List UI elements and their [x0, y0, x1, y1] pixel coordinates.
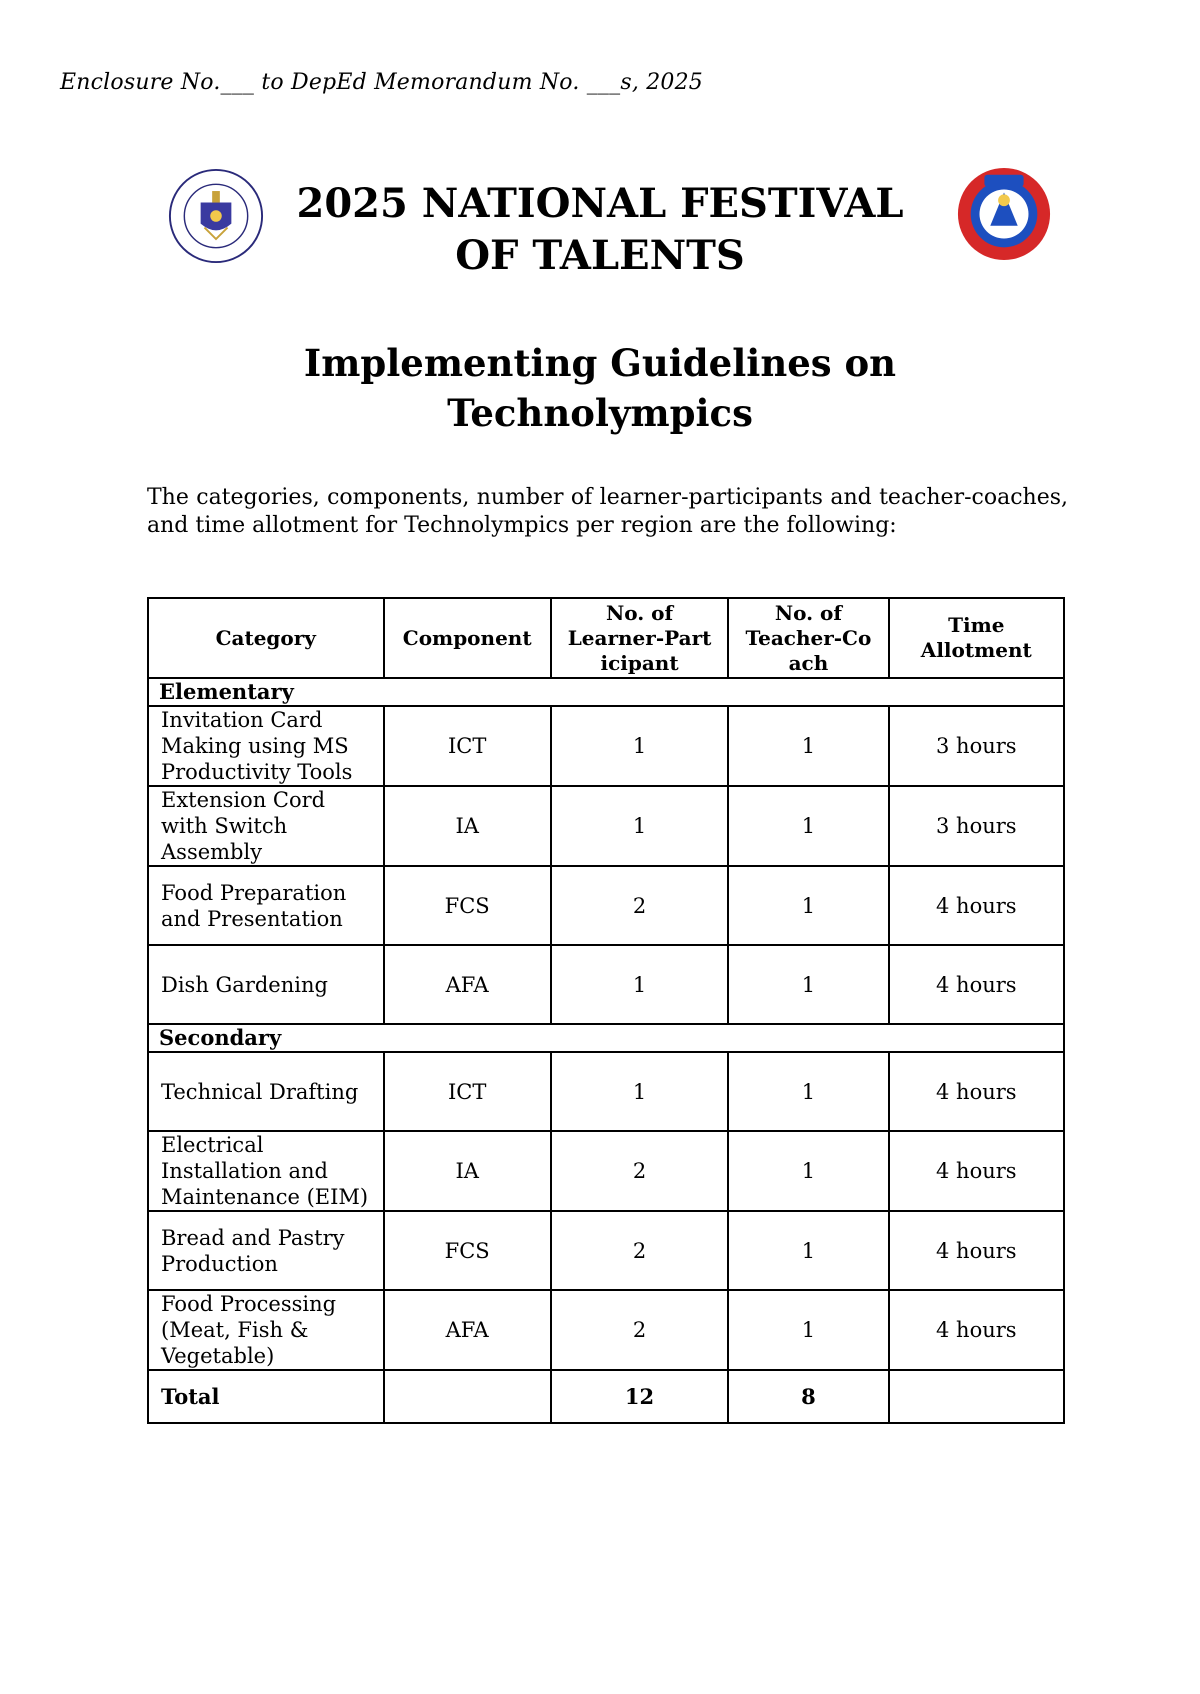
- intro-paragraph: The categories, components, number of learner-participants and teacher-coaches, and time allotment for Technolympics per region are the following:: [147, 485, 1068, 538]
- total-time: [889, 1370, 1064, 1423]
- coaches-cell: 1: [728, 1211, 888, 1290]
- coaches-cell: 1: [728, 786, 888, 866]
- component-cell: ICT: [384, 706, 551, 786]
- coaches-cell: 1: [728, 1290, 888, 1370]
- learners-cell: 1: [551, 1052, 728, 1131]
- header-coaches: No. of Teacher-Co ach: [728, 598, 888, 678]
- learners-cell: 2: [551, 866, 728, 945]
- section-row-elementary: [148, 678, 1064, 706]
- subtitle-line-2: Technolympics: [447, 391, 753, 435]
- coaches-cell: 1: [728, 866, 888, 945]
- table-header-row: [148, 598, 1064, 678]
- header-category: Category: [148, 598, 384, 678]
- category-cell: Dish Gardening: [148, 945, 384, 1024]
- category-cell: Bread and Pastry Production: [148, 1211, 384, 1290]
- title-line-2: OF TALENTS: [455, 232, 745, 279]
- enclosure-note: Enclosure No.___ to DepEd Memorandum No. ___s, 2025: [60, 70, 703, 95]
- time-cell: 4 hours: [889, 945, 1064, 1024]
- subtitle-line-1: Implementing Guidelines on: [303, 341, 897, 385]
- time-cell: 4 hours: [889, 866, 1064, 945]
- section-row-secondary: [148, 1024, 1064, 1052]
- component-cell: IA: [384, 786, 551, 866]
- time-cell: 4 hours: [889, 1290, 1064, 1370]
- coaches-cell: 1: [728, 706, 888, 786]
- coaches-cell: 1: [728, 945, 888, 1024]
- coaches-cell: 1: [728, 1131, 888, 1211]
- component-cell: AFA: [384, 945, 551, 1024]
- category-cell: Food Processing (Meat, Fish & Vegetable): [148, 1290, 384, 1370]
- time-cell: 4 hours: [889, 1211, 1064, 1290]
- table-row: [148, 706, 1064, 786]
- learners-cell: 2: [551, 1211, 728, 1290]
- learners-cell: 2: [551, 1290, 728, 1370]
- component-cell: ICT: [384, 1052, 551, 1131]
- time-cell: 3 hours: [889, 706, 1064, 786]
- learners-cell: 1: [551, 945, 728, 1024]
- section-label: Secondary: [148, 1024, 1064, 1052]
- time-cell: 4 hours: [889, 1131, 1064, 1211]
- component-cell: FCS: [384, 866, 551, 945]
- learners-cell: 1: [551, 786, 728, 866]
- total-learners: 12: [551, 1370, 728, 1423]
- time-cell: 4 hours: [889, 1052, 1064, 1131]
- table-row: [148, 1052, 1064, 1131]
- total-label: Total: [148, 1370, 384, 1423]
- table-row: [148, 1290, 1064, 1370]
- category-cell: Invitation Card Making using MS Productivity Tools: [148, 706, 384, 786]
- section-label: Elementary: [148, 678, 1064, 706]
- component-cell: IA: [384, 1131, 551, 1211]
- component-cell: FCS: [384, 1211, 551, 1290]
- total-component: [384, 1370, 551, 1423]
- category-cell: Technical Drafting: [148, 1052, 384, 1131]
- title-line-1: 2025 NATIONAL FESTIVAL: [296, 180, 904, 227]
- category-cell: Food Preparation and Presentation: [148, 866, 384, 945]
- header-time: Time Allotment: [889, 598, 1064, 678]
- time-cell: 3 hours: [889, 786, 1064, 866]
- festival-title: [270, 178, 930, 282]
- table-row: [148, 945, 1064, 1024]
- festival-of-talents-logo: [955, 165, 1053, 263]
- technolympics-table: [147, 597, 1065, 1424]
- guidelines-title: [200, 338, 1000, 438]
- category-cell: Electrical Installation and Maintenance (EIM): [148, 1131, 384, 1211]
- total-row: [148, 1370, 1064, 1423]
- header-learners: No. of Learner-Part icipant: [551, 598, 728, 678]
- category-cell: Extension Cord with Switch Assembly: [148, 786, 384, 866]
- total-coaches: 8: [728, 1370, 888, 1423]
- coaches-cell: 1: [728, 1052, 888, 1131]
- learners-cell: 2: [551, 1131, 728, 1211]
- table-row: [148, 866, 1064, 945]
- table-row: [148, 786, 1064, 866]
- learners-cell: 1: [551, 706, 728, 786]
- header-component: Component: [384, 598, 551, 678]
- table-row: [148, 1131, 1064, 1211]
- table-row: [148, 1211, 1064, 1290]
- deped-seal-logo: [168, 168, 264, 264]
- component-cell: AFA: [384, 1290, 551, 1370]
